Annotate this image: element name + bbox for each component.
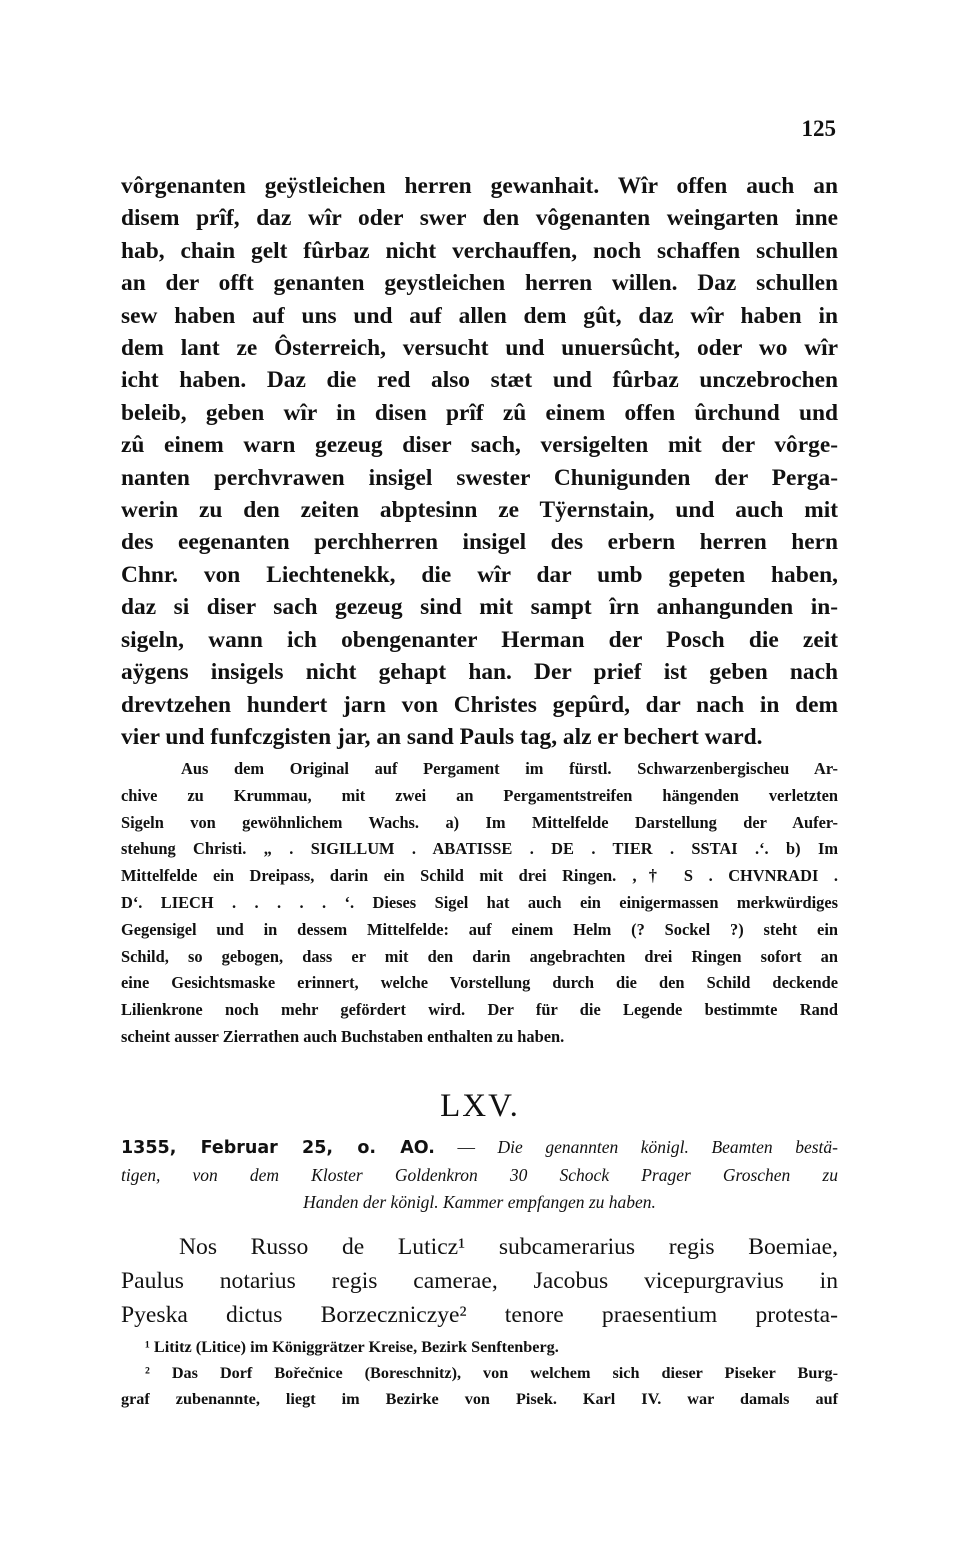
dateline-dash: — [434,1137,498,1157]
text-line: an der offt genanten geystleichen herren willen. Daz schullen [121,270,838,297]
text-line: zû einem warn gezeug diser sach, versigelten mit der vôrge- [121,432,838,459]
note-line: chive zu Krummau, mit zwei an Pergamentstreifen hängenden verletzten [121,785,838,805]
note-line: D‘. LIECH . . . . . ‘. Dieses Sigel hat auch ein einigermassen merkwürdiges [121,892,838,912]
archive-note [121,756,838,1051]
text-line: dem lant ze Ôsterreich, versucht und unuersûcht, oder wo wîr [121,335,838,362]
text-line: Chnr. von Liechtenekk, die wîr dar umb gepeten haben, [121,561,838,588]
text-line: daz si diser sach gezeug sind mit sampt îrn anhangunden in- [121,594,838,621]
document-date: 1355, Februar 25, o. AO. [121,1138,435,1158]
note-line: Aus dem Original auf Pergament im fürstl. Schwarzenbergischeu Ar- [181,759,838,778]
latin-line: Pyeska dictus Borzeczniczye² tenore praesentium protesta- [121,1302,838,1328]
text-line: icht haben. Daz die red also stæt und fûrbaz unczebrochen [121,367,838,394]
dateline-line [121,1134,838,1162]
latin-line: Nos Russo de Luticz¹ subcamerarius regis Boemiae, [179,1234,838,1260]
text-line: sigeln, wann ich obengenanter Herman der Posch die zeit [121,626,838,653]
footnote-2: ² Das Dorf Bořečnice (Boreschnitz), von welchem sich dieser Piseker Burg- [145,1364,838,1382]
text-line: sew haben auf uns und auf allen dem gût, daz wîr haben in [121,302,838,329]
text-line: nanten perchvrawen insigel swester Chunigunden der Perga- [121,464,838,491]
text-line: vôrgenanten geÿstleichen herren gewanhait. Wîr offen auch an [121,173,838,199]
footnote-1: ¹ Lititz (Litice) im Königgrätzer Kreise, Bezirk Senftenberg. [145,1338,559,1356]
summary-line: Handen der königl. Kammer empfangen zu haben. [303,1192,656,1212]
section-heading: LXV. [440,1088,520,1124]
note-line: Mittelfelde ein Dreipass, darin ein Schild mit drei Ringen. ‚† S . CHVNRADI . [121,866,838,886]
text-line: disem prîf, daz wîr oder swer den vôgenanten weingarten inne [121,205,838,232]
note-line: scheint ausser Zierrathen auch Buchstaben enthalten zu haben. [121,1026,565,1046]
note-line: Sigeln von gewöhnlichem Wachs. a) Im Mittelfelde Darstellung der Aufer- [121,812,838,832]
text-line: aÿgens insigels nicht gehapt han. Der prief ist geben nach [121,659,838,686]
main-text [121,170,838,753]
text-line: des eegenanten perchherren insigel des erbern herren hern [121,529,838,556]
dateline [121,1134,838,1216]
latin-line: Paulus notarius regis camerae, Jacobus vicepurgravius in [121,1268,838,1294]
latin-text [121,1230,838,1332]
text-line: hab, chain gelt fûrbaz nicht verchauffen, noch schaffen schullen [121,237,838,264]
note-line: stehung Christi. „ . SIGILLUM . ABATISSE . DE . TIER . SSTAI .‘. b) Im [121,839,838,859]
summary-line: tigen, von dem Kloster Goldenkron 30 Schock Prager Groschen zu [121,1165,838,1185]
text-line: werin zu den zeiten abptesinn ze Tÿernstain, und auch mit [121,497,838,524]
note-line: eine Gesichtsmaske erinnert, welche Vorstellung durch die den Schild deckende [121,973,838,993]
note-line: Schild, so gebogen, dass er mit den darin angebrachten drei Ringen sofort an [121,946,838,966]
summary-text: Die genannten königl. Beamten bestä- [497,1137,838,1157]
footnote-2-continued: graf zubenannte, liegt im Bezirke von Pisek. Karl IV. war damals auf [121,1390,838,1408]
text-line: vier und funfczgisten jar, an sand Pauls tag, alz er bechert ward. [121,723,763,750]
note-line: Lilienkrone noch mehr gefördert wird. Der für die Legende bestimmte Rand [121,1000,838,1020]
note-line: Gegensigel und in dessem Mittelfelde: auf einem Helm (? Sockel ?) steht ein [121,919,838,939]
page-number: 125 [801,116,836,141]
text-line: drevtzehen hundert jarn von Christes gepûrd, dar nach in dem [121,691,838,718]
footnotes [121,1334,838,1412]
text-line: beleib, geben wîr in disen prîf zû einem offen ûrchund und [121,399,838,426]
